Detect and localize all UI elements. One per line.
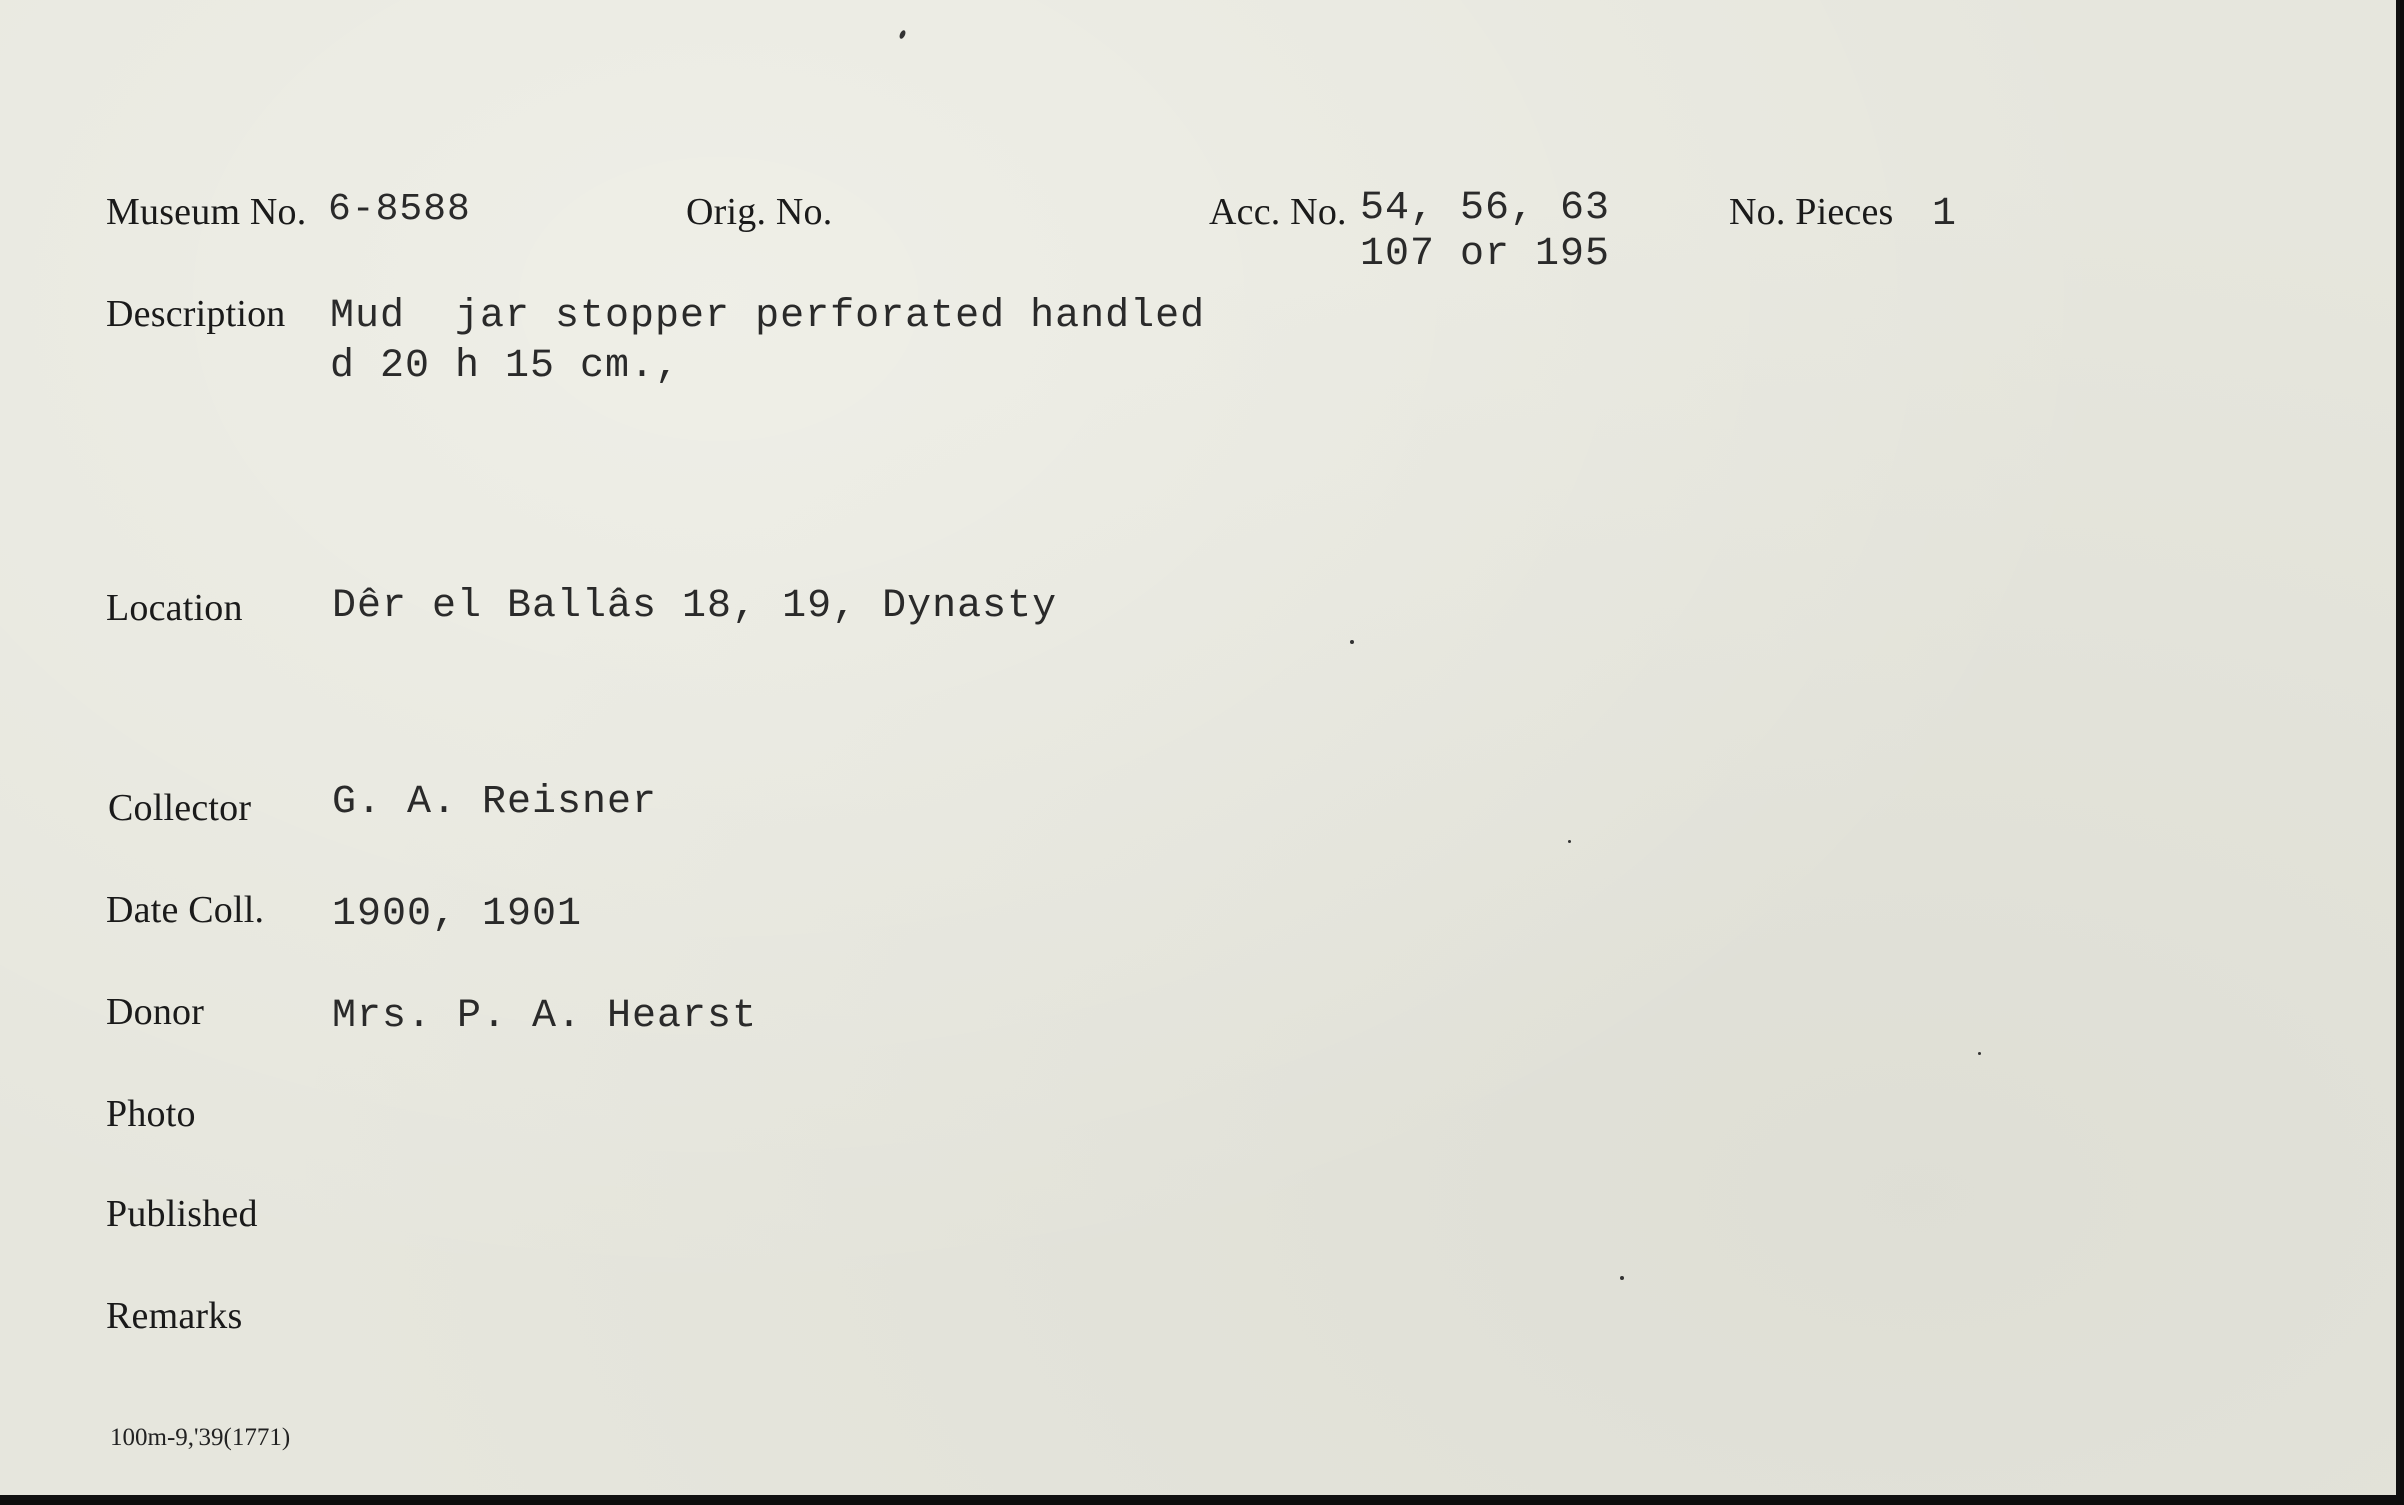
date-coll-value: 1900, 1901	[332, 892, 583, 937]
ink-speck	[1350, 640, 1354, 644]
collector-value: G. A. Reisner	[332, 780, 658, 825]
print-code: 100m-9,'39(1771)	[110, 1424, 291, 1451]
acc-no-value-line1: 54, 56, 63	[1360, 186, 1611, 231]
date-coll-label: Date Coll.	[106, 889, 265, 931]
no-pieces-label: No. Pieces	[1729, 191, 1894, 233]
museum-no-label: Museum No.	[106, 191, 307, 233]
remarks-label: Remarks	[106, 1295, 243, 1337]
description-line2: d 20 h 15 cm.,	[330, 344, 681, 389]
acc-no-label: Acc. No.	[1209, 191, 1347, 233]
orig-no-label: Orig. No.	[686, 191, 833, 233]
donor-value: Mrs. P. A. Hearst	[332, 994, 758, 1039]
description-label: Description	[106, 293, 286, 335]
acc-no-value-line2: 107 or 195	[1360, 232, 1611, 277]
ink-speck	[1620, 1276, 1624, 1280]
description-line1: Mud jar stopper perforated handled	[330, 294, 1206, 339]
collector-label: Collector	[108, 787, 252, 829]
location-value: Dêr el Ballâs 18, 19, Dynasty	[332, 584, 1058, 629]
ink-speck	[898, 29, 906, 39]
photo-label: Photo	[106, 1093, 196, 1135]
published-label: Published	[106, 1193, 258, 1235]
ink-speck	[1978, 1052, 1981, 1055]
location-label: Location	[106, 587, 243, 629]
no-pieces-value: 1	[1932, 192, 1958, 237]
museum-no-value: 6-8588	[328, 188, 471, 231]
donor-label: Donor	[106, 991, 205, 1033]
ink-speck	[1568, 840, 1571, 843]
